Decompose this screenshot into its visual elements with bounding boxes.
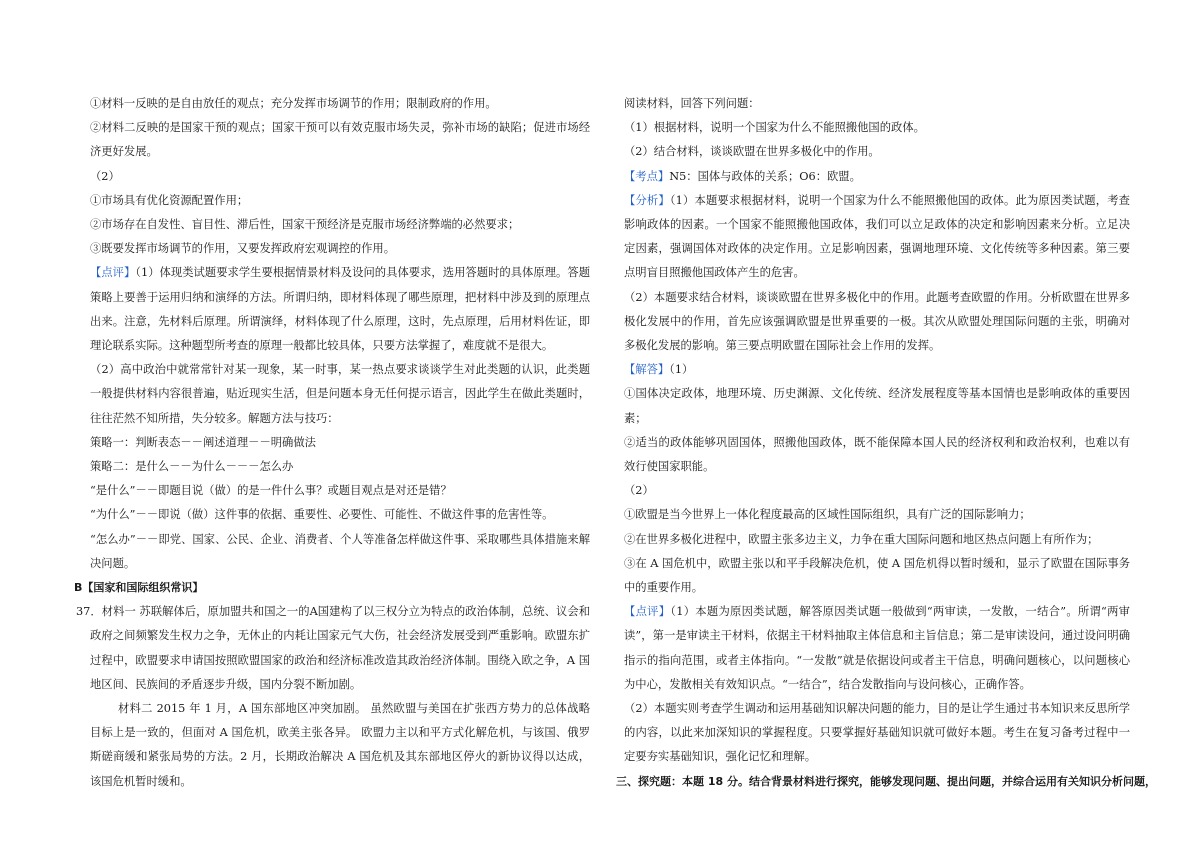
what-line: “是什么”－－即题目说（做）的是一件什么事？或题目观点是对还是错？ <box>90 484 452 498</box>
question-part-1: （1）根据材料，说明一个国家为什么不能照搬他国的政体。 <box>624 121 925 135</box>
analysis-text-1: （1）本题要求根据材料，说明一个国家为什么不能照搬他国的政体。此为原因类试题，考查影响政体的因素。一个国家不能照搬他国政体，我们可以立足政体的决定和影响因素来分析。立足决定因素，强调国体对政体的决定作用。立足影响因素，强调地理环境、文化传统等多种因素。第三要点明盲目照搬他国政体产生的危害。 <box>624 193 1130 280</box>
section-3-heading: 三、探究题：本题 18 分。结合背景材料进行探究，能够发现问题、提出问题，并综合运用有关知识分析问题， <box>616 774 1156 788</box>
solution-point-5: ③在 A 国危机中，欧盟主张以和平手段解决危机，使 A 国危机得以暂时缓和，显示了欧盟在国际事务中的重要作用。 <box>624 556 1130 595</box>
answer-point-1: ①市场具有优化资源配置作用； <box>90 193 249 207</box>
strategy-1: 策略一：判断表态－－阐述道理－－明确做法 <box>90 435 316 449</box>
analysis-2: （2）本题要求结合材料，谈谈欧盟在世界多极化中的作用。此题考查欧盟的作用。分析欧盟在世界多极化发展中的作用，首先应该强调欧盟是世界重要的一极。其次从欧盟处理国际问题的主张，明确对多极化发展的影响。第三要点明欧盟在国际社会上作用的发挥。 <box>624 290 1130 353</box>
answer-line-1: ①材料一反映的是自由放任的观点；充分发挥市场调节的作用；限制政府的作用。 <box>90 97 497 110</box>
solution-part-2: （2） <box>624 484 654 498</box>
left-column <box>60 92 590 794</box>
comment-tag: 【点评】 <box>90 266 136 280</box>
solution-point-1: ①国体决定政体，地理环境、历史渊源、文化传统、经济发展程度等基本国情也是影响政体的重要因素； <box>624 387 1130 425</box>
right-column <box>616 92 1156 794</box>
answer-part-2-heading: （2） <box>90 169 120 183</box>
exam-point-text: N5：国体与政体的关系；O6：欧盟。 <box>669 169 861 183</box>
analysis-1 <box>624 189 1130 286</box>
comment-paragraph-1 <box>60 261 590 358</box>
solution-point-3: ①欧盟是当今世界上一体化程度最高的区域性国际组织，具有广泛的国际影响力； <box>624 508 1031 522</box>
why-line: “为什么”－－即说（做）这件事的依据、重要性、必要性、可能性、不做这件事的危害性等。 <box>90 508 554 522</box>
strategy-2: 策略二：是什么－－为什么－－－怎么办 <box>90 460 294 474</box>
answer-line-2: ②材料二反映的是国家干预的观点；国家干预可以有效克服市场失灵，弥补市场的缺陷；促进市场经济更好发展。 <box>90 121 590 159</box>
section-b-heading: B【国家和国际组织常识】 <box>74 581 204 595</box>
answer-point-3: ③既要发挥市场调节的作用，又要发挥政府宏观调控的作用。 <box>90 242 396 256</box>
comment-paragraph-2: （2）高中政治中就常常针对某一现象，某一时事，某一热点要求谈谈学生对此类题的认识，此类题一般提供材料内容很普遍，贴近现实生活，但是问题本身无任何提示语言，因此学生在做此类题时，往往茫然不知所措，失分较多。解题方法与技巧： <box>90 363 590 425</box>
solution-point-4: ②在世界多极化进程中，欧盟主张多边主义，力争在重大国际问题和地区热点问题上有所作为； <box>624 532 1099 546</box>
read-material-prompt: 阅读材料，回答下列问题： <box>624 97 760 110</box>
review-2: （2）本题实则考查学生调动和运用基础知识解决问题的能力，目的是让学生通过书本知识来反思所学的内容，以此来加深知识的掌握程度。只要掌握好基础知识就可做好本题。考生在复习备考过程中一定要夯实基础知识，强化记忆和理解。 <box>624 702 1130 764</box>
how-line: “怎么办”－－即党、国家、公民、企业、消费者、个人等准备怎样做这件事、采取哪些具体措施来解决问题。 <box>90 532 590 570</box>
solution-tag: 【解答】 <box>624 363 670 377</box>
question-37-material-1: 37．材料一 苏联解体后，原加盟共和国之一的A国建构了以三权分立为特点的政治体制，总统、议会和政府之间频繁发生权力之争，无休止的内耗让国家元气大伤，社会经济发展受到严重影响。欧盟东扩过程中，欧盟要求申请国按照欧盟国家的政治和经济标准改造其政治经济体制。围绕入欧之争，A 国地区间、民族间的矛盾逐步升级，国内分裂不断加剧。 <box>76 605 590 691</box>
exam-point-tag: 【考点】 <box>624 169 670 183</box>
solution-part-1: （1） <box>669 363 694 377</box>
review-1 <box>624 600 1130 697</box>
review-text-1: （1）本题为原因类试题，解答原因类试题一般做到“两审读，一发散，一结合”。所谓“两审读”，第一是审读主干材料，依据主干材料抽取主体信息和主旨信息；第二是审读设问，通过设问明确指示的指向范围，或者主体指向。“一发散”就是依据设问或者主干信息，明确问题核心，以问题核心为中心，发散相关有效知识点。“一结合”，结合发散指向与设问核心，正确作答。 <box>624 605 1130 691</box>
solution-heading <box>624 358 1130 382</box>
question-part-2: （2）结合材料，谈谈欧盟在世界多极化中的作用。 <box>624 145 880 159</box>
exam-point <box>624 165 1130 189</box>
analysis-tag: 【分析】 <box>624 193 670 207</box>
answer-point-2: ②市场存在自发性、盲目性、滞后性，国家干预经济是克服市场经济弊端的必然要求； <box>90 218 520 232</box>
question-37-material-2: 材料二 2015 年 1 月，A 国东部地区冲突加剧。 虽然欧盟与美国在扩张西方势力的总体战略目标上是一致的，但面对 A 国危机，欧美主张各异。 欧盟力主以和平方式化解危机，与该国、俄罗斯磋商缓和紧张局势的方法。2 月，长期政治解决 A 国危机及其东部地区停火的新协议得以达成，该国危机暂时缓和。 <box>90 702 590 788</box>
review-tag: 【点评】 <box>624 605 671 619</box>
solution-point-2: ②适当的政体能够巩固国体，照搬他国政体，既不能保障本国人民的经济权利和政治权利，也难以有效行使国家职能。 <box>624 435 1130 474</box>
comment-text-1: （1）体现类试题要求学生要根据情景材料及设问的具体要求，选用答题时的具体原理。答题策略上要善于运用归纳和演绎的方法。所谓归纳，即材料体现了哪些原理，把材料中涉及到的原理点出来。注意，先材料后原理。所谓演绎，材料体现了什么原理，这时，先点原理，后用材料佐证，即理论联系实际。这种题型所考查的原理一般都比较具体，只要方法掌握了，难度就不是很大。 <box>90 266 590 353</box>
